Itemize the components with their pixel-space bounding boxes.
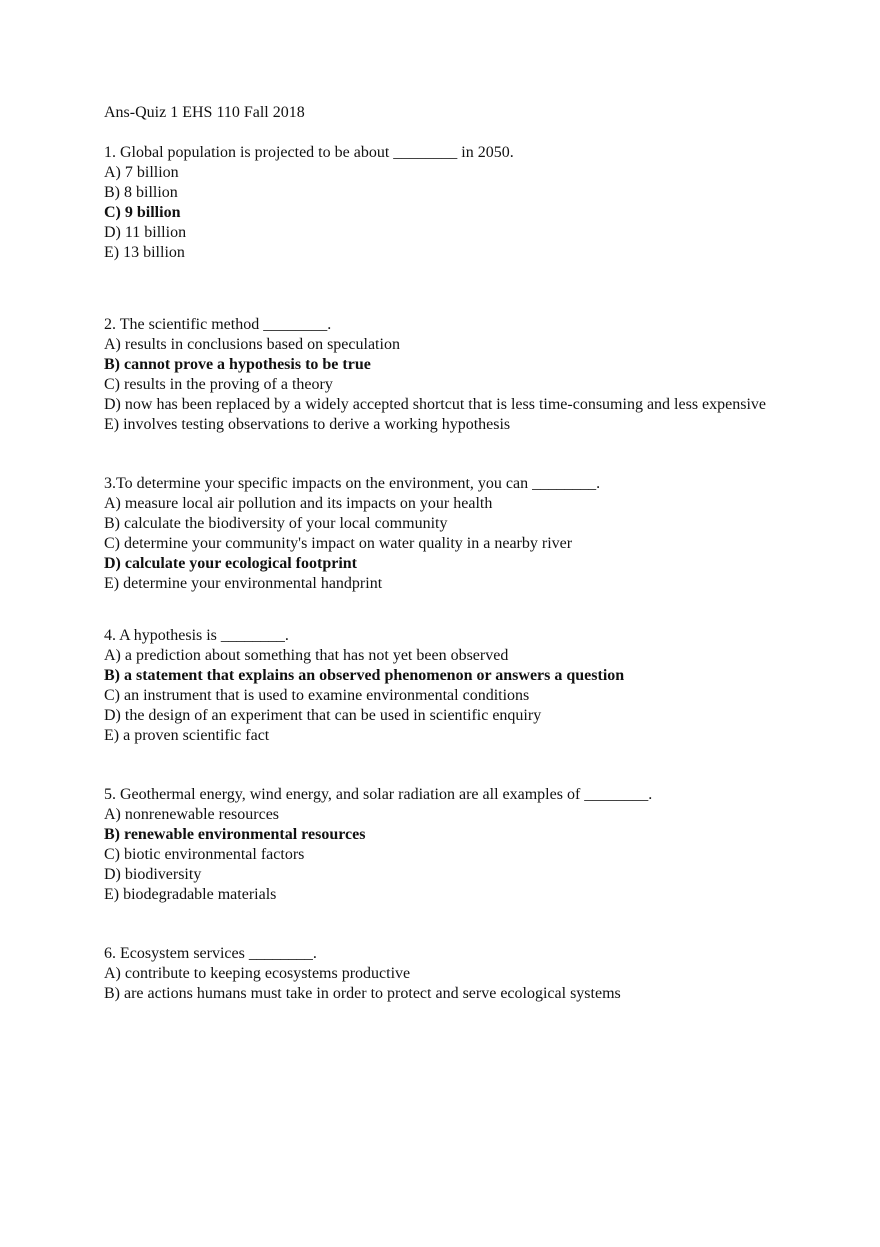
question-stem: 1. Global population is projected to be about ________ in 2050. — [104, 144, 514, 161]
answer-option: C) an instrument that is used to examine environmental conditions — [104, 687, 530, 704]
answer-option: E) a proven scientific fact — [104, 727, 270, 744]
question-stem: 4. A hypothesis is ________. — [104, 627, 289, 644]
answer-option: D) now has been replaced by a widely accepted shortcut that is less time-consuming and less expensive — [104, 396, 767, 413]
answer-option: E) 13 billion — [104, 244, 185, 261]
answer-option: A) measure local air pollution and its impacts on your health — [104, 495, 493, 512]
correct-answer-option: D) calculate your ecological footprint — [104, 555, 357, 572]
answer-option: A) contribute to keeping ecosystems productive — [104, 965, 411, 982]
answer-option: C) determine your community's impact on water quality in a nearby river — [104, 535, 573, 552]
correct-answer-option: B) cannot prove a hypothesis to be true — [104, 356, 371, 373]
answer-option: D) biodiversity — [104, 866, 202, 883]
correct-answer-option: B) a statement that explains an observed phenomenon or answers a question — [104, 667, 625, 684]
answer-option: C) results in the proving of a theory — [104, 376, 333, 393]
answer-option: B) calculate the biodiversity of your local community — [104, 515, 448, 532]
answer-option: A) 7 billion — [104, 164, 179, 181]
answer-option: B) are actions humans must take in order to protect and serve ecological systems — [104, 985, 621, 1002]
question-1 — [104, 143, 784, 263]
answer-option: A) nonrenewable resources — [104, 806, 280, 823]
question-2 — [104, 315, 784, 435]
question-4 — [104, 626, 784, 746]
answer-option: B) 8 billion — [104, 184, 178, 201]
question-3 — [104, 474, 784, 594]
question-6 — [104, 944, 784, 1004]
question-stem: 3.To determine your specific impacts on the environment, you can ________. — [104, 475, 601, 492]
answer-option: D) the design of an experiment that can be used in scientific enquiry — [104, 707, 542, 724]
correct-answer-option: C) 9 billion — [104, 204, 181, 221]
question-stem: 6. Ecosystem services ________. — [104, 945, 317, 962]
answer-option: E) determine your environmental handprint — [104, 575, 383, 592]
answer-option: A) a prediction about something that has not yet been observed — [104, 647, 509, 664]
question-5 — [104, 785, 784, 905]
document-title: Ans-Quiz 1 EHS 110 Fall 2018 — [104, 104, 305, 121]
document-page — [104, 103, 784, 1004]
question-stem: 2. The scientific method ________. — [104, 316, 332, 333]
answer-option: C) biotic environmental factors — [104, 846, 305, 863]
correct-answer-option: B) renewable environmental resources — [104, 826, 366, 843]
answer-option: D) 11 billion — [104, 224, 187, 241]
answer-option: A) results in conclusions based on speculation — [104, 336, 400, 353]
answer-option: E) biodegradable materials — [104, 886, 277, 903]
answer-option: E) involves testing observations to derive a working hypothesis — [104, 416, 511, 433]
question-stem: 5. Geothermal energy, wind energy, and solar radiation are all examples of ________. — [104, 786, 653, 803]
